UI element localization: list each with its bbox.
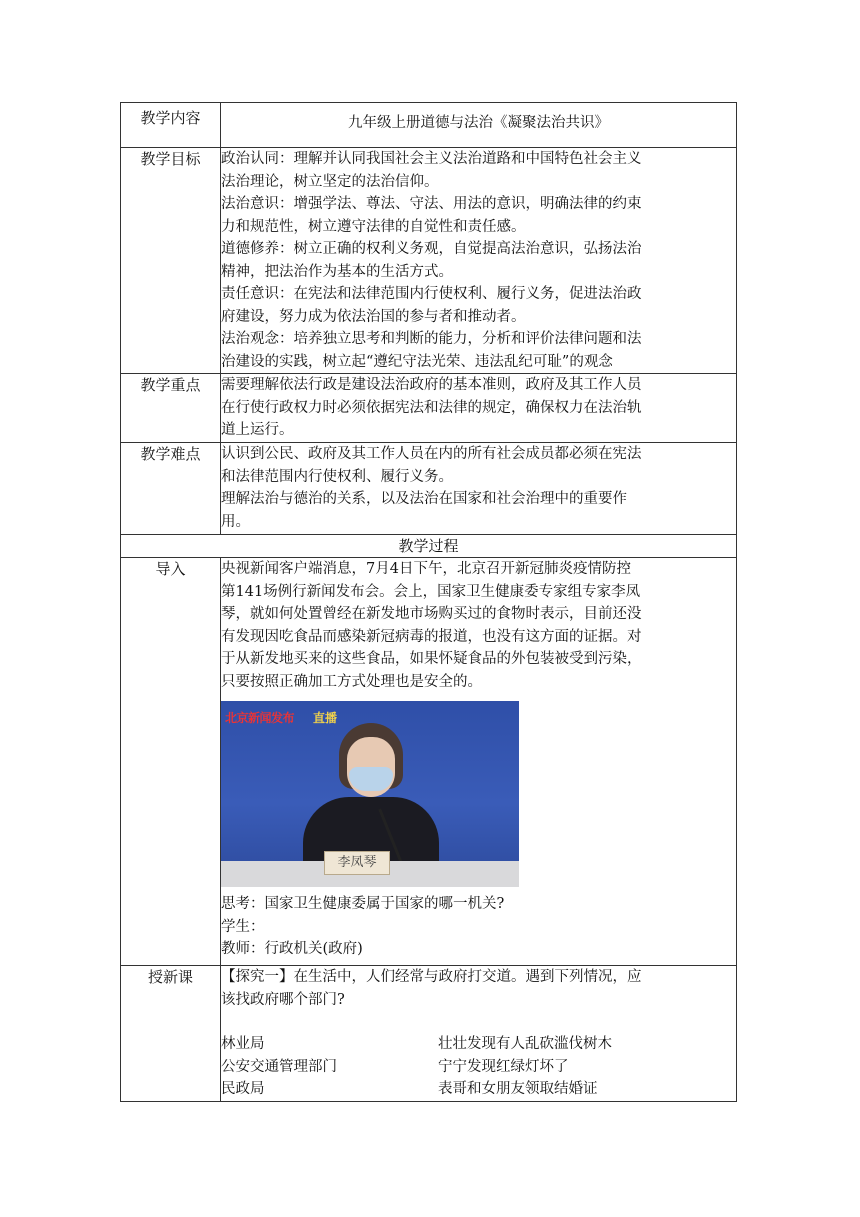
match-row [221,1033,736,1056]
photo-banner-logo: 北京新闻发布 [225,711,295,725]
intro-line: 琴，就如何处置曾经在新发地市场购买过的食物时表示，目前还没 [221,606,642,622]
key-points-line: 道上运行。 [221,422,294,438]
new-lesson-line: 该找政府哪个部门? [221,991,345,1008]
lesson-plan-table [120,102,737,1102]
key-points-content [221,374,737,443]
key-points-line: 在行使行政权力时必须依据宪法和法律的规定，确保权力在法治轨 [221,399,642,416]
intro-line: 央视新闻客户端消息，7月4日下午，北京召开新冠肺炎疫情防控 [221,561,631,577]
label-new-lesson: 授新课 [121,966,221,1102]
new-lesson-line: 【探究一】在生活中，人们经常与政府打交道。遇到下列情况，应 [221,969,642,985]
difficulties-content [221,443,737,535]
photo-banner-live: 直播 [313,711,338,725]
department-option: 民政局 [221,1081,265,1097]
objectives-line: 政治认同：理解并认同我国社会主义法治道路和中国特色社会主义 [221,151,642,167]
intro-line: 有发现因吃食品而感染新冠病毒的报道，也没有这方面的证据。对 [221,628,642,645]
intro-teacher: 教师：行政机关(政府) [221,941,363,957]
difficulties-line: 和法律范围内行使权利、履行义务。 [221,468,453,485]
intro-question: 思考：国家卫生健康委属于国家的哪一机关? [221,896,505,912]
difficulties-line: 认识到公民、政府及其工作人员在内的所有社会成员都必须在宪法 [221,446,642,462]
photo-nameplate: 李凤琴 [324,851,390,875]
case-option: 宁宁发现红绿灯坏了 [438,1058,569,1075]
label-objectives: 教学目标 [121,148,221,374]
label-difficulties: 教学难点 [121,443,221,535]
case-option: 壮壮发现有人乱砍滥伐树木 [438,1036,612,1052]
content-value: 九年级上册道德与法治《凝聚法治共识》 [221,103,737,148]
objectives-line: 法治意识：增强学法、尊法、守法、用法的意识，明确法律的约束 [221,196,642,212]
objectives-content [221,148,737,374]
label-content: 教学内容 [121,103,221,148]
intro-student: 学生： [221,918,265,935]
objectives-line: 道德修养：树立正确的权利义务观，自觉提高法治意识，弘扬法治 [221,241,642,257]
label-intro: 导入 [121,558,221,966]
new-lesson-content [221,966,737,1102]
difficulties-line: 用。 [221,513,250,530]
key-points-line: 需要理解依法行政是建设法治政府的基本准则，政府及其工作人员 [221,377,642,393]
objectives-line: 府建设，努力成为依法治国的参与者和推动者。 [221,308,526,325]
intro-line: 第141场例行新闻发布会。会上，国家卫生健康委专家组专家李凤 [221,583,641,600]
match-row [221,1078,736,1101]
photo-speaker-mask [349,767,393,791]
objectives-line: 法治观念：培养独立思考和判断的能力，分析和评价法律问题和法 [221,331,642,347]
process-header: 教学过程 [121,535,737,558]
match-row [221,1056,736,1079]
objectives-line: 力和规范性，树立遵守法律的自觉性和责任感。 [221,218,526,235]
intro-line: 于从新发地买来的这些食品，如果怀疑食品的外包装被受到污染， [221,651,642,667]
department-option: 公安交通管理部门 [221,1058,337,1075]
intro-line: 只要按照正确加工方式处理也是安全的。 [221,673,482,690]
blank-line [221,1011,736,1033]
label-key-points: 教学重点 [121,374,221,443]
case-option: 表哥和女朋友领取结婚证 [438,1081,598,1097]
objectives-line: 精神，把法治作为基本的生活方式。 [221,263,453,280]
objectives-line: 治建设的实践，树立起“遵纪守法光荣、违法乱纪可耻”的观念 [221,353,613,370]
objectives-line: 法治理论，树立坚定的法治信仰。 [221,173,439,190]
difficulties-line: 理解法治与德治的关系，以及法治在国家和社会治理中的重要作 [221,491,627,507]
intro-content [221,558,737,966]
objectives-line: 责任意识：在宪法和法律范围内行使权利、履行义务，促进法治政 [221,286,642,302]
press-conference-photo [221,701,519,887]
department-option: 林业局 [221,1036,265,1052]
